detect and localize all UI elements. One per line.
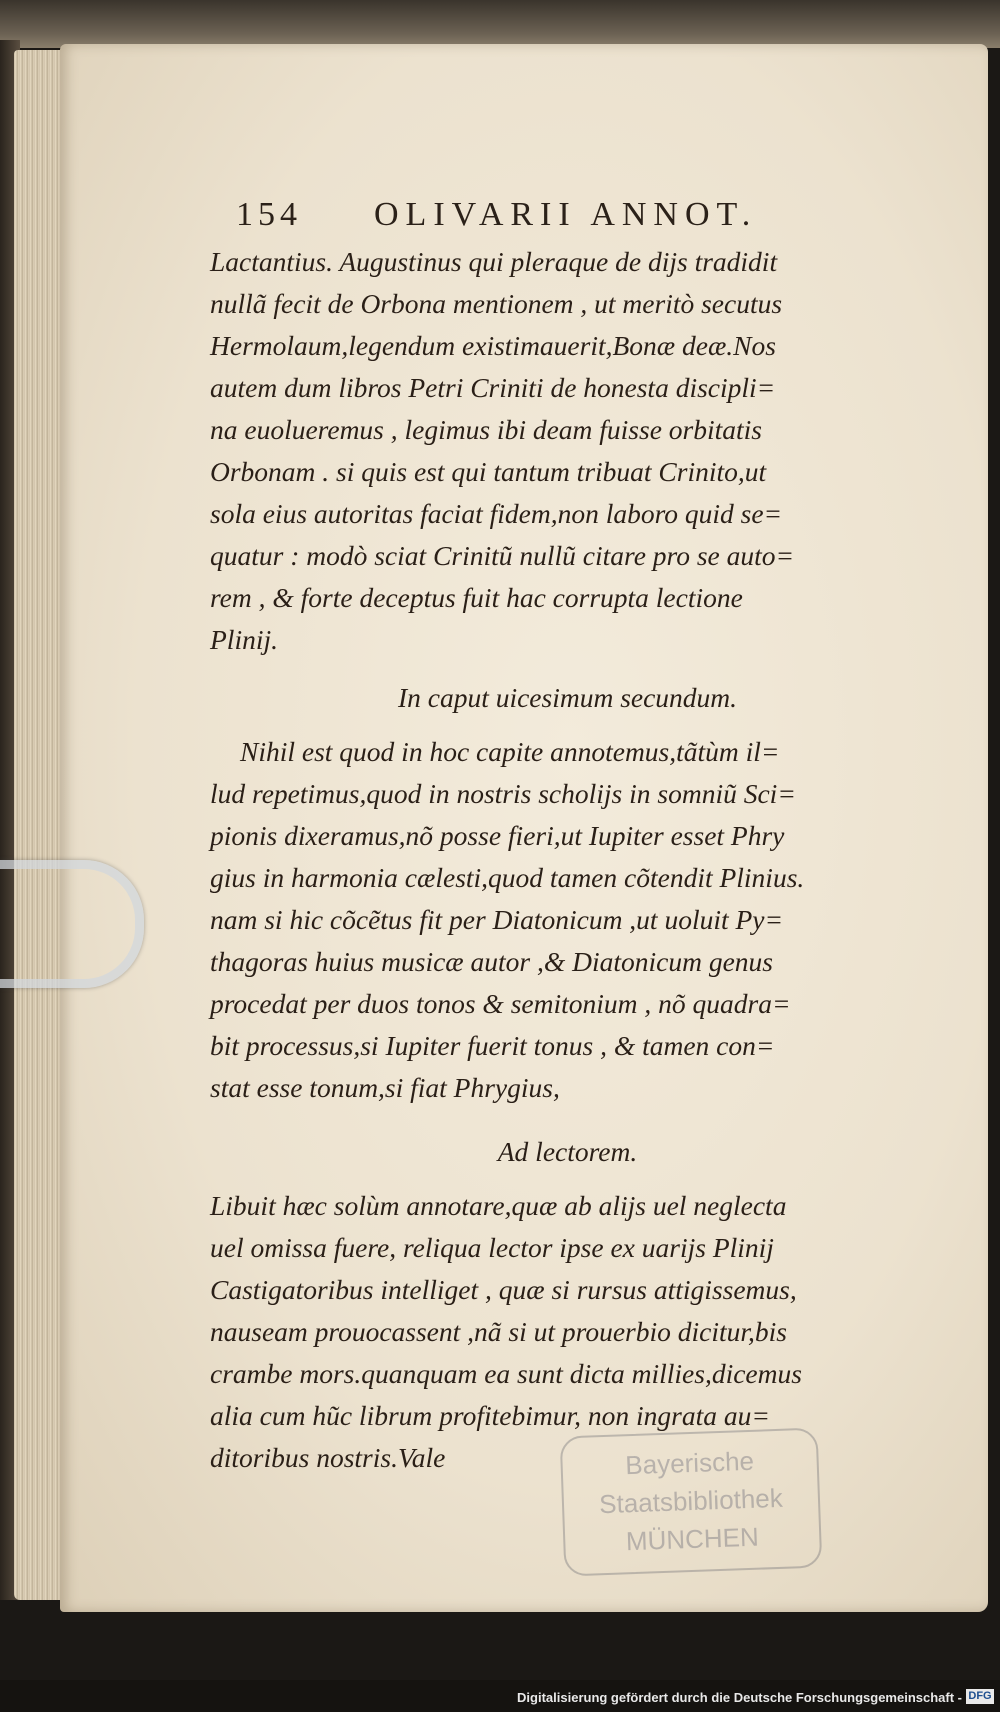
funding-credit: Digitalisierung gefördert durch die Deutsche Forschungsgemeinschaft - (517, 1690, 962, 1705)
text-line: Nihil est quod in hoc capite annotemus,tãtùm il= (240, 736, 780, 767)
text-line: sola eius autoritas faciat fidem,non laboro quid se= (210, 498, 783, 529)
text-line: autem dum libros Petri Criniti de honesta discipli= (210, 372, 776, 403)
text-line: stat esse tonum,si fiat Phrygius, (210, 1072, 560, 1103)
page-number: 154 (236, 196, 302, 233)
text-line: uel omissa fuere, reliqua lector ipse ex uarijs Plinij (210, 1232, 774, 1263)
text-line: Hermolaum,legendum existimauerit,Bonæ deæ.Nos (210, 330, 776, 361)
section-heading: In caput uicesimum secundum. (397, 682, 738, 713)
text-line: Libuit hæc solùm annotare,quæ ab alijs uel neglecta (210, 1190, 787, 1221)
text-line: thagoras huius musicæ autor ,& Diatonicum genus (210, 946, 773, 977)
text-line: ditoribus nostris.Vale (210, 1442, 446, 1473)
page-edges (14, 50, 66, 1600)
text-line: bit processus,si Iupiter fuerit tonus , & tamen con= (210, 1030, 775, 1061)
text-line: nam si hic cõcẽtus fit per Diatonicum ,ut uoluit Py= (210, 904, 784, 935)
text-line: crambe mors.quanquam ea sunt dicta millies,dicemus (210, 1358, 802, 1389)
library-stamp (560, 1428, 823, 1577)
text-line: pionis dixeramus,nõ posse fieri,ut Iupiter esset Phry (210, 820, 785, 851)
text-line: procedat per duos tonos & semitonium , nõ quadra= (210, 988, 791, 1019)
section-heading: Ad lectorem. (497, 1136, 638, 1167)
text-line: na euolueremus , legimus ibi deam fuisse orbitatis (210, 414, 763, 445)
text-line: Orbonam . si quis est qui tantum tribuat Crinito,ut (210, 456, 767, 487)
text-line: nauseam prouocassent ,nã si ut prouerbio dicitur,bis (210, 1316, 787, 1347)
stamp-line: MÜNCHEN (625, 1521, 760, 1557)
text-line: alia cum hũc librum profitebimur, non ingrata au= (210, 1400, 770, 1431)
text-line: nullã fecit de Orbona mentionem , ut meritò secutus (210, 288, 783, 319)
text-line: Castigatoribus intelliget , quæ si rursus attigissemus, (210, 1274, 797, 1305)
running-header (236, 196, 816, 244)
stamp-line: Staatsbibliothek (598, 1482, 784, 1520)
text-line: gius in harmonia cælesti,quod tamen cõtendit Plinius. (210, 862, 805, 893)
text-line: quatur : modò sciat Crinitũ nullũ citare pro se auto= (210, 540, 795, 571)
running-head-title: OLIVARII ANNOT. (374, 196, 758, 233)
page-clip (0, 860, 144, 988)
dfg-logo: DFG (966, 1689, 994, 1704)
text-line: Lactantius. Augustinus qui pleraque de dijs tradidit (210, 246, 778, 277)
book-top-edge (0, 0, 1000, 48)
text-line: Plinij. (210, 624, 278, 655)
stamp-line: Bayerische (624, 1445, 755, 1481)
text-line: lud repetimus,quod in nostris scholijs in somniũ Sci= (210, 778, 796, 809)
text-line: rem , & forte deceptus fuit hac corrupta lectione (210, 582, 743, 613)
